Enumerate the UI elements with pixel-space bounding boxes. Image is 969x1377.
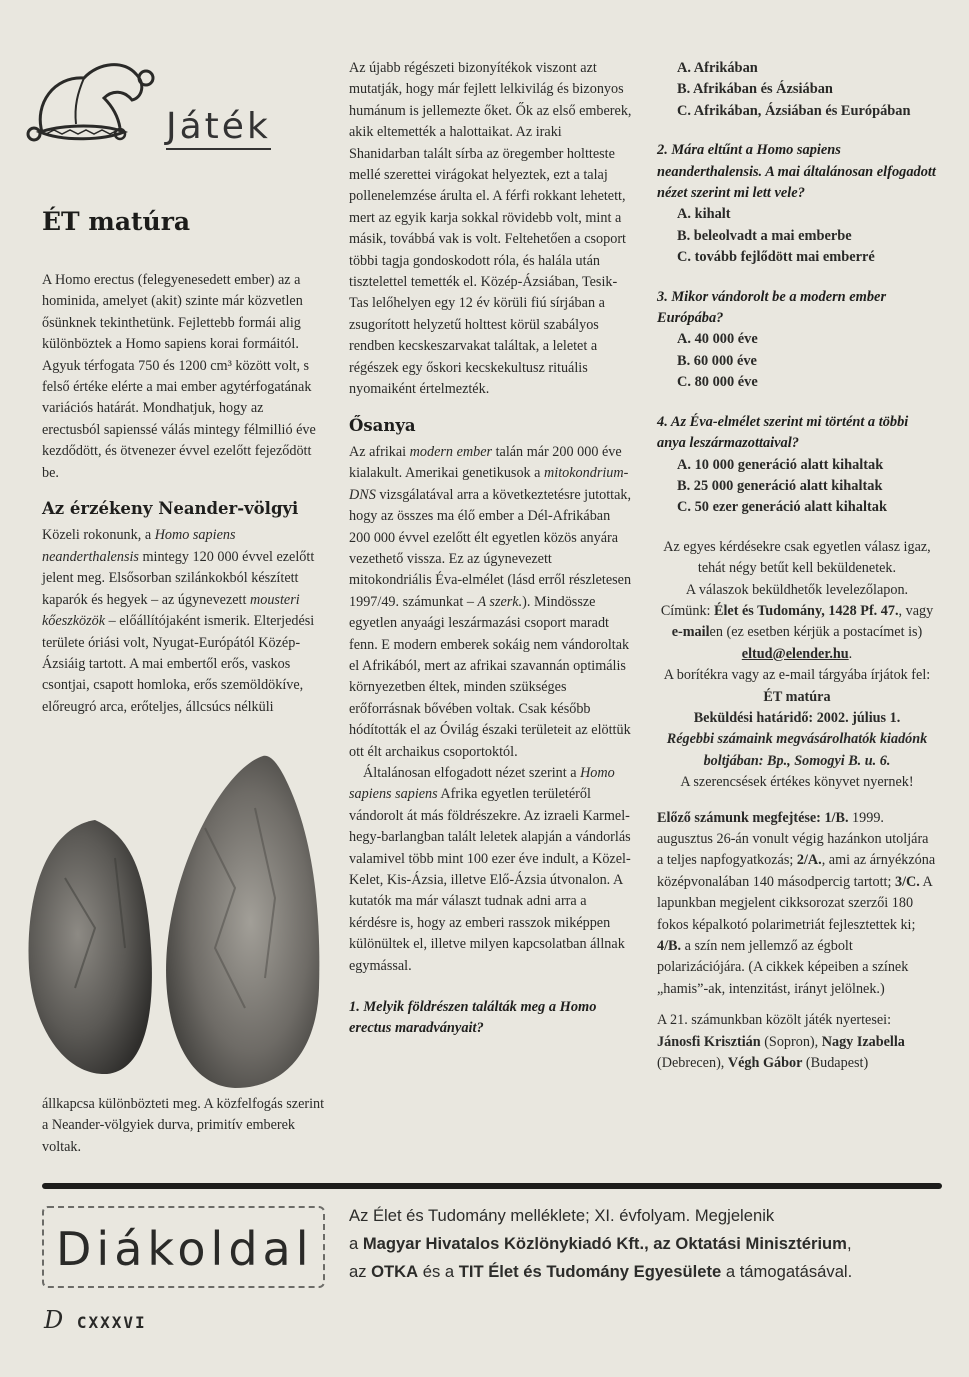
- answer: 2/A.: [796, 852, 822, 869]
- email-link[interactable]: eltud@elender.hu: [741, 645, 849, 662]
- option: C. tovább fejlődött mai emberré: [677, 249, 875, 266]
- address-text: [657, 601, 937, 665]
- text-run: .: [848, 645, 853, 662]
- option: A. Afrikában: [677, 60, 758, 76]
- text-run: Általánosan elfogadott nézet szerint a: [363, 765, 581, 781]
- text-run-italic: Homo sapiens sapiens: [349, 765, 615, 803]
- rules-text: A válaszok beküldhetők levelezőlapon.: [685, 581, 909, 598]
- column-left: [42, 270, 325, 718]
- question-1-options: [657, 58, 937, 122]
- text-run: 1999. augusztus 26-án vonult végig hazánkon utoljára a teljes napfogyatkozás;: [657, 809, 929, 869]
- page-title: ÉT matúra: [42, 207, 191, 236]
- page-roman: CXXXVI: [76, 1313, 147, 1332]
- publisher-name: Magyar Hivatalos Közlönykiadó Kft., az Oktatási Minisztérium: [362, 1234, 847, 1253]
- rules-block: [657, 537, 937, 794]
- option: A. 10 000 generáció alatt kihaltak: [677, 456, 884, 473]
- text-run: , vagy: [898, 602, 934, 619]
- question-3: 3. Mikor vándorolt be a modern ember Európába?: [657, 288, 887, 327]
- section-title: Játék: [166, 108, 271, 150]
- option: C. 50 ezer generáció alatt kihaltak: [677, 499, 887, 516]
- page-letter: D: [44, 1306, 66, 1334]
- brand-logo: Diákoldal: [56, 1222, 314, 1276]
- answer: 3/C.: [894, 873, 920, 890]
- rules-text: Az egyes kérdésekre csak egyetlen válasz igaz, tehát négy betűt kell beküldenetek.: [663, 538, 931, 577]
- option: C. Afrikában, Ázsiában és Európában: [677, 102, 911, 119]
- text-run: (Debrecen),: [657, 1055, 728, 1072]
- eve-paragraph: [349, 442, 632, 763]
- shop-text: Régebbi számaink megvásárolhatók kiadónk boltjában: Bp., Somogyi B. u. 6.: [666, 731, 928, 769]
- text-run: talán már 200 000 éve kialakult. Amerikai genetikusok a: [349, 443, 622, 482]
- text-run: a támogatásával.: [721, 1262, 853, 1281]
- winner-name: Jánosfi Krisztián: [657, 1033, 761, 1050]
- deadline-text: Beküldési határidő: 2002. július 1.: [693, 709, 901, 726]
- text-run: , ami az árnyékzóna középvonalában 140 másodpercig tartott;: [657, 852, 936, 890]
- text-run-bold: e-mail: [671, 624, 710, 641]
- neander-heading: Az érzékeny Neander-völgyi: [42, 499, 299, 519]
- text-run: (Budapest): [802, 1055, 869, 1072]
- text-run: Az afrikai: [349, 443, 410, 460]
- neander-continued: [42, 1094, 325, 1158]
- text-run: ,: [846, 1234, 852, 1253]
- text-run-italic: mousteri kőeszközök: [42, 591, 300, 630]
- sponsor-name: OTKA: [371, 1262, 419, 1281]
- winner-name: Nagy Izabella: [821, 1033, 905, 1050]
- text-run-italic: A szerk.: [477, 593, 523, 610]
- question-1: 1. Melyik földrészen találták meg a Homo erectus maradványait?: [349, 999, 597, 1037]
- option: C. 80 000 éve: [677, 374, 758, 391]
- text-run: ). Mindössze egyetlen anyaági leszármazási csoport maradt fenn. E modern emberek sokáig nem vándoroltak el Afrikából, mert az afrikai szavannán optimális környezetben éltek, minden szükséges erőforrásnak bővében voltak. Csak később hódították el az Óvilág északi területeit az elöttük ott élt archaikus csoportoktól.: [349, 593, 631, 760]
- text-run: vizsgálatával arra a következtetésre jutottak, hogy az összes ma élő ember a Dél-Afrikában 200 000 évvel ezelőtt élt egyetlen közös anyára vezethető vissza. Ez az úgynevezett mitokondriális Éva-elmélet (lásd erről részletesen 1997/49. számunkat –: [349, 486, 632, 610]
- answer: 1/B.: [824, 809, 849, 826]
- text-run: A lapunkban megjelent cikksorozat szerzői 180 fokos képalkotó polarimetriát fejlesztettek ki;: [657, 873, 933, 933]
- text-run-italic: modern ember: [409, 443, 493, 460]
- text-run-italic: mitokondrium-DNS: [349, 465, 629, 503]
- text-run-italic: Homo sapiens neanderthalensis: [42, 527, 236, 565]
- colophon-line: [349, 1230, 949, 1258]
- footer-divider: [42, 1183, 942, 1189]
- column-right: [657, 58, 937, 1074]
- winner-name: Végh Gábor: [727, 1055, 803, 1072]
- sponsor-name: TIT Élet és Tudomány Egyesülete: [458, 1262, 722, 1281]
- text-run: Közeli rokonunk, a: [42, 527, 155, 544]
- neander-paragraph-continued: állkapcsa különbözteti meg. A közfelfogás szerint a Neander-völgyiek durva, primitív emberek voltak.: [42, 1096, 325, 1155]
- page-number: [44, 1306, 147, 1334]
- text-run: Afrika egyetlen területéről vándorolt át más földrészekre. Az izraeli Karmel-hegy-barlangban talált leletek alapján a vándorlás valamivel több mint 100 ezer éve indult, a Közel-Kelet, Kis-Ázsia, illetve Elő-Ázsia útvonalon. A kutatók ma már választ tudnak adni arra a kérdésre is, hogy az emberi rasszok miképpen különültek el, illetve milyen kapcsolatban állnak egymással.: [349, 786, 631, 974]
- text-run: A 21. számunkban közölt játék nyertesei:: [657, 1012, 892, 1029]
- option: A. 40 000 éve: [677, 331, 758, 348]
- option: B. 25 000 generáció alatt kihaltak: [677, 477, 883, 494]
- text-run: az: [349, 1262, 372, 1281]
- neander-paragraph: [42, 525, 325, 718]
- option: A. kihalt: [677, 206, 731, 223]
- answer: 4/B.: [657, 938, 682, 955]
- osanya-heading: Ősanya: [349, 415, 416, 435]
- colophon-line: [349, 1258, 949, 1286]
- migration-paragraph: [349, 763, 632, 977]
- subject-text: [657, 665, 937, 708]
- text-run: Címünk:: [660, 602, 715, 619]
- text-run: en (ez esetben kérjük a postacímet is): [709, 624, 923, 641]
- option: B. beleolvadt a mai emberbe: [677, 227, 852, 244]
- hand-axes-image: [25, 748, 325, 1090]
- text-run-bold: ÉT matúra: [763, 688, 831, 705]
- option: B. Afrikában és Ázsiában: [677, 81, 833, 98]
- text-run: mintegy 120 000 évvel ezelőtt jelent meg. Elsősorban szilánkokból készített kaparók és hegyek – az úgynevezett: [42, 548, 315, 608]
- solution-label: Előző számunk megfejtése:: [657, 809, 821, 826]
- text-run: (Sopron),: [760, 1033, 822, 1050]
- jester-hat-icon: [24, 54, 164, 146]
- postal-address: Élet és Tudomány, 1428 Pf. 47.: [714, 602, 899, 619]
- option: B. 60 000 éve: [677, 352, 757, 369]
- prize-text: A szerencsések értékes könyvet nyernek!: [680, 774, 914, 791]
- burial-paragraph: Az újabb régészeti bizonyítékok viszont azt mutatják, hogy már fejlett lelkivilág és bizonyos humánum is jellemezte őket. Ők az első emberek, akik eltemették a halottaikat. Az iraki Shanidarban talált sírba az öregember holtteste mellé szerettei virágokat helyeztek, ezt a talaj pollenelemzése árulta el. A férfi rokkant lehetett, mert az egyik karja sokkal rövidebb volt, mint a másik, továbbá vak is volt. Feltehetően a csoport többi tagja gondoskodott róla, és halála után tisztelettel temették el. Közép-Ázsiában, Tesik-Tas lelőhelyen egy 12 év körüli fiú sírjában a zsugorított helyzetű holttest körül szabályos rendben kecskeszarvakat találtak, a leletet a régészek egy őskori kecskekultusz rituális nyomaiként értelmezték.: [349, 60, 632, 398]
- text-run: a szín nem jellemző az égbolt polarizációjára. (A cikkek képeiben a színek „hamis”-ak, intenzitást, irányt jelölnek.): [657, 938, 909, 997]
- column-middle: [349, 58, 632, 1040]
- text-run: – előállítójaként ismerik. Elterjedési területe óriási volt, Nyugat-Európától Közép-Ázsiáig tartott. A mai embertől erős, vaskos csontjai, csapott homloka, erős szemöldökíve, előreugró arca, erőteljes, állcsúcs nélküli: [42, 613, 315, 715]
- solution-paragraph: [657, 808, 937, 1001]
- question-2: 2. Mára eltűnt a Homo sapiens neanderthalensis. A mai általánosan elfogadott nézet szerint mi lett vele?: [657, 142, 936, 202]
- colophon-line: Az Élet és Tudomány melléklete; XI. évfolyam. Megjelenik: [349, 1206, 775, 1225]
- text-run: és a: [418, 1262, 459, 1281]
- winners-paragraph: [657, 1010, 937, 1074]
- intro-paragraph: A Homo erectus (felegyenesedett ember) az a hominida, amelyet (akit) szinte már közvetlen ősünknek tekinthetünk. Fejlettebb formái alig különböztek a Homo sapiens korai formáitól. Agyuk térfogata 750 és 1200 cm³ között volt, s felső értéke elérte a mai ember agytérfogatának variációs határát. Mondhatjuk, hogy az erectusból sapienssé válás mintegy félmillió éve kezdődött, és ötvenezer évvel ezelőtt fejeződött be.: [42, 272, 316, 481]
- text-run: A borítékra vagy az e-mail tárgyába írjátok fel:: [663, 667, 931, 684]
- question-4: 4. Az Éva-elmélet szerint mi történt a többi anya leszármazottaival?: [657, 413, 909, 452]
- text-run: a: [349, 1234, 363, 1253]
- colophon: [349, 1202, 949, 1286]
